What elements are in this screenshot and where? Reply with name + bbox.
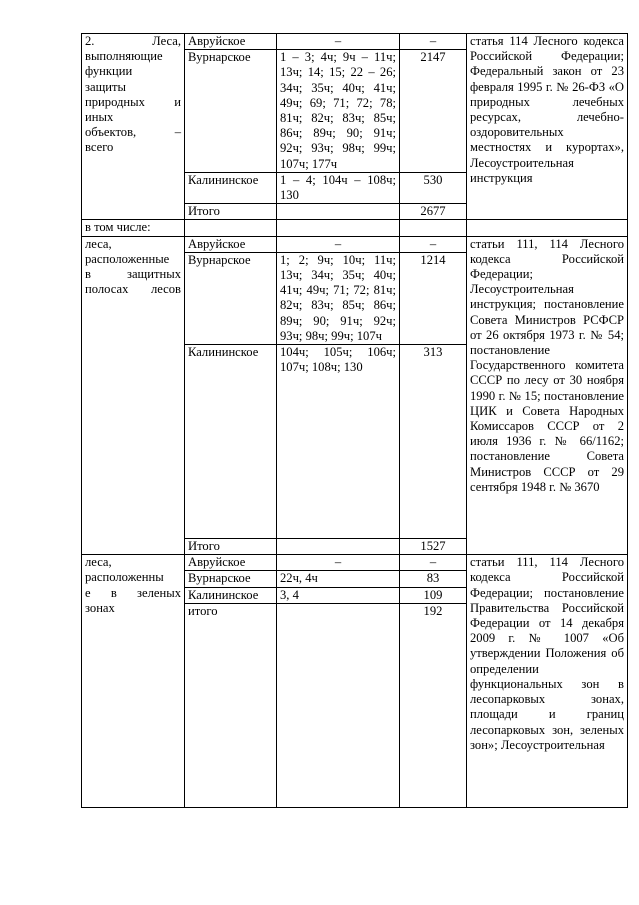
area-cell: – (400, 236, 467, 252)
table-row (82, 34, 628, 50)
area-cell: – (400, 34, 467, 50)
legal-basis: статьи 111, 114 Лесного кодекса Российской Федерации; постановление Правительства Российской Федерации от 14 декабря 2009 г. № 1007 «Об утверждении Положения об определении функциональных зон в лесопарковых зонах, площади и границ лесопарковых зон, зеленых зон»; Лесоустроительная (467, 555, 628, 808)
total-area: 1527 (400, 539, 467, 555)
forest-protection-table (81, 33, 628, 808)
total-label: Итого (185, 539, 277, 555)
empty-cell (467, 220, 628, 236)
category-label: 2. Леса, выполняющие функции защиты природных и иных объектов, – всего (82, 34, 185, 220)
area-cell: 83 (400, 571, 467, 587)
quarters-cell (277, 539, 400, 555)
quarters-cell: 1 – 4; 104ч – 108ч; 130 (277, 172, 400, 203)
quarters-cell: 1 – 3; 4ч; 9ч – 11ч; 13ч; 14; 15; 22 – 26; 34ч; 35ч; 40ч; 41ч; 49ч; 69; 71; 72; 78; 81ч; 82ч; 83ч; 85ч; 86ч; 89ч; 90; 91ч; 92ч; 93ч; 98ч; 99ч; 107ч; 177ч (277, 50, 400, 173)
empty-cell (400, 220, 467, 236)
area-cell: 530 (400, 172, 467, 203)
table-row (82, 555, 628, 571)
quarters-cell: – (277, 34, 400, 50)
district-name: Авруйское (185, 236, 277, 252)
total-area: 192 (400, 603, 467, 807)
total-area: 2677 (400, 204, 467, 220)
quarters-cell: 22ч, 4ч (277, 571, 400, 587)
table-row (82, 236, 628, 252)
empty-cell (185, 220, 277, 236)
quarters-cell: – (277, 236, 400, 252)
area-cell: 1214 (400, 252, 467, 344)
area-cell: 2147 (400, 50, 467, 173)
table-row (82, 220, 628, 236)
area-cell: 313 (400, 345, 467, 539)
district-name: Калининское (185, 345, 277, 539)
category-label: леса, расположенные в защитных полосах лесов (82, 236, 185, 555)
district-name: Вурнарское (185, 50, 277, 173)
area-cell: – (400, 555, 467, 571)
quarters-cell: 1; 2; 9ч; 10ч; 11ч; 13ч; 34ч; 35ч; 40ч; 41ч; 49ч; 71; 72; 81ч; 82ч; 83ч; 85ч; 86ч; 89ч; 90; 91ч; 92ч; 93ч; 98ч; 99ч; 107ч (277, 252, 400, 344)
quarters-cell (277, 603, 400, 807)
quarters-cell: 3, 4 (277, 587, 400, 603)
subheading: в том числе: (82, 220, 185, 236)
quarters-cell: 104ч; 105ч; 106ч; 107ч; 108ч; 130 (277, 345, 400, 539)
district-name: Калининское (185, 172, 277, 203)
empty-cell (277, 220, 400, 236)
legal-basis: статья 114 Лесного кодекса Российской Федерации; Федеральный закон от 23 февраля 1995 г. № 26-ФЗ «О природных лечебных ресурсах, лечебно-оздоровительных местностях и курортах», Лесоустроительная инструкция (467, 34, 628, 220)
total-label: Итого (185, 204, 277, 220)
district-name: Вурнарское (185, 252, 277, 344)
district-name: Авруйское (185, 34, 277, 50)
total-label: итого (185, 603, 277, 807)
category-label: леса, расположенны е в зеленых зонах (82, 555, 185, 808)
quarters-cell (277, 204, 400, 220)
district-name: Калининское (185, 587, 277, 603)
district-name: Вурнарское (185, 571, 277, 587)
area-cell: 109 (400, 587, 467, 603)
legal-basis: статьи 111, 114 Лесного кодекса Российской Федерации; Лесоустроительная инструкция; постановление Совета Министров РСФСР от 26 октября 1973 г. № 54; постановление Государственного комитета СССР по лесу от 30 ноября 1990 г. № 15; постановление ЦИК и Совета Народных Комиссаров СССР от 2 июля 1936 г. № 66/1162; постановление Совета Министров СССР от 29 сентября 1948 г. № 3670 (467, 236, 628, 555)
district-name: Авруйское (185, 555, 277, 571)
quarters-cell: – (277, 555, 400, 571)
